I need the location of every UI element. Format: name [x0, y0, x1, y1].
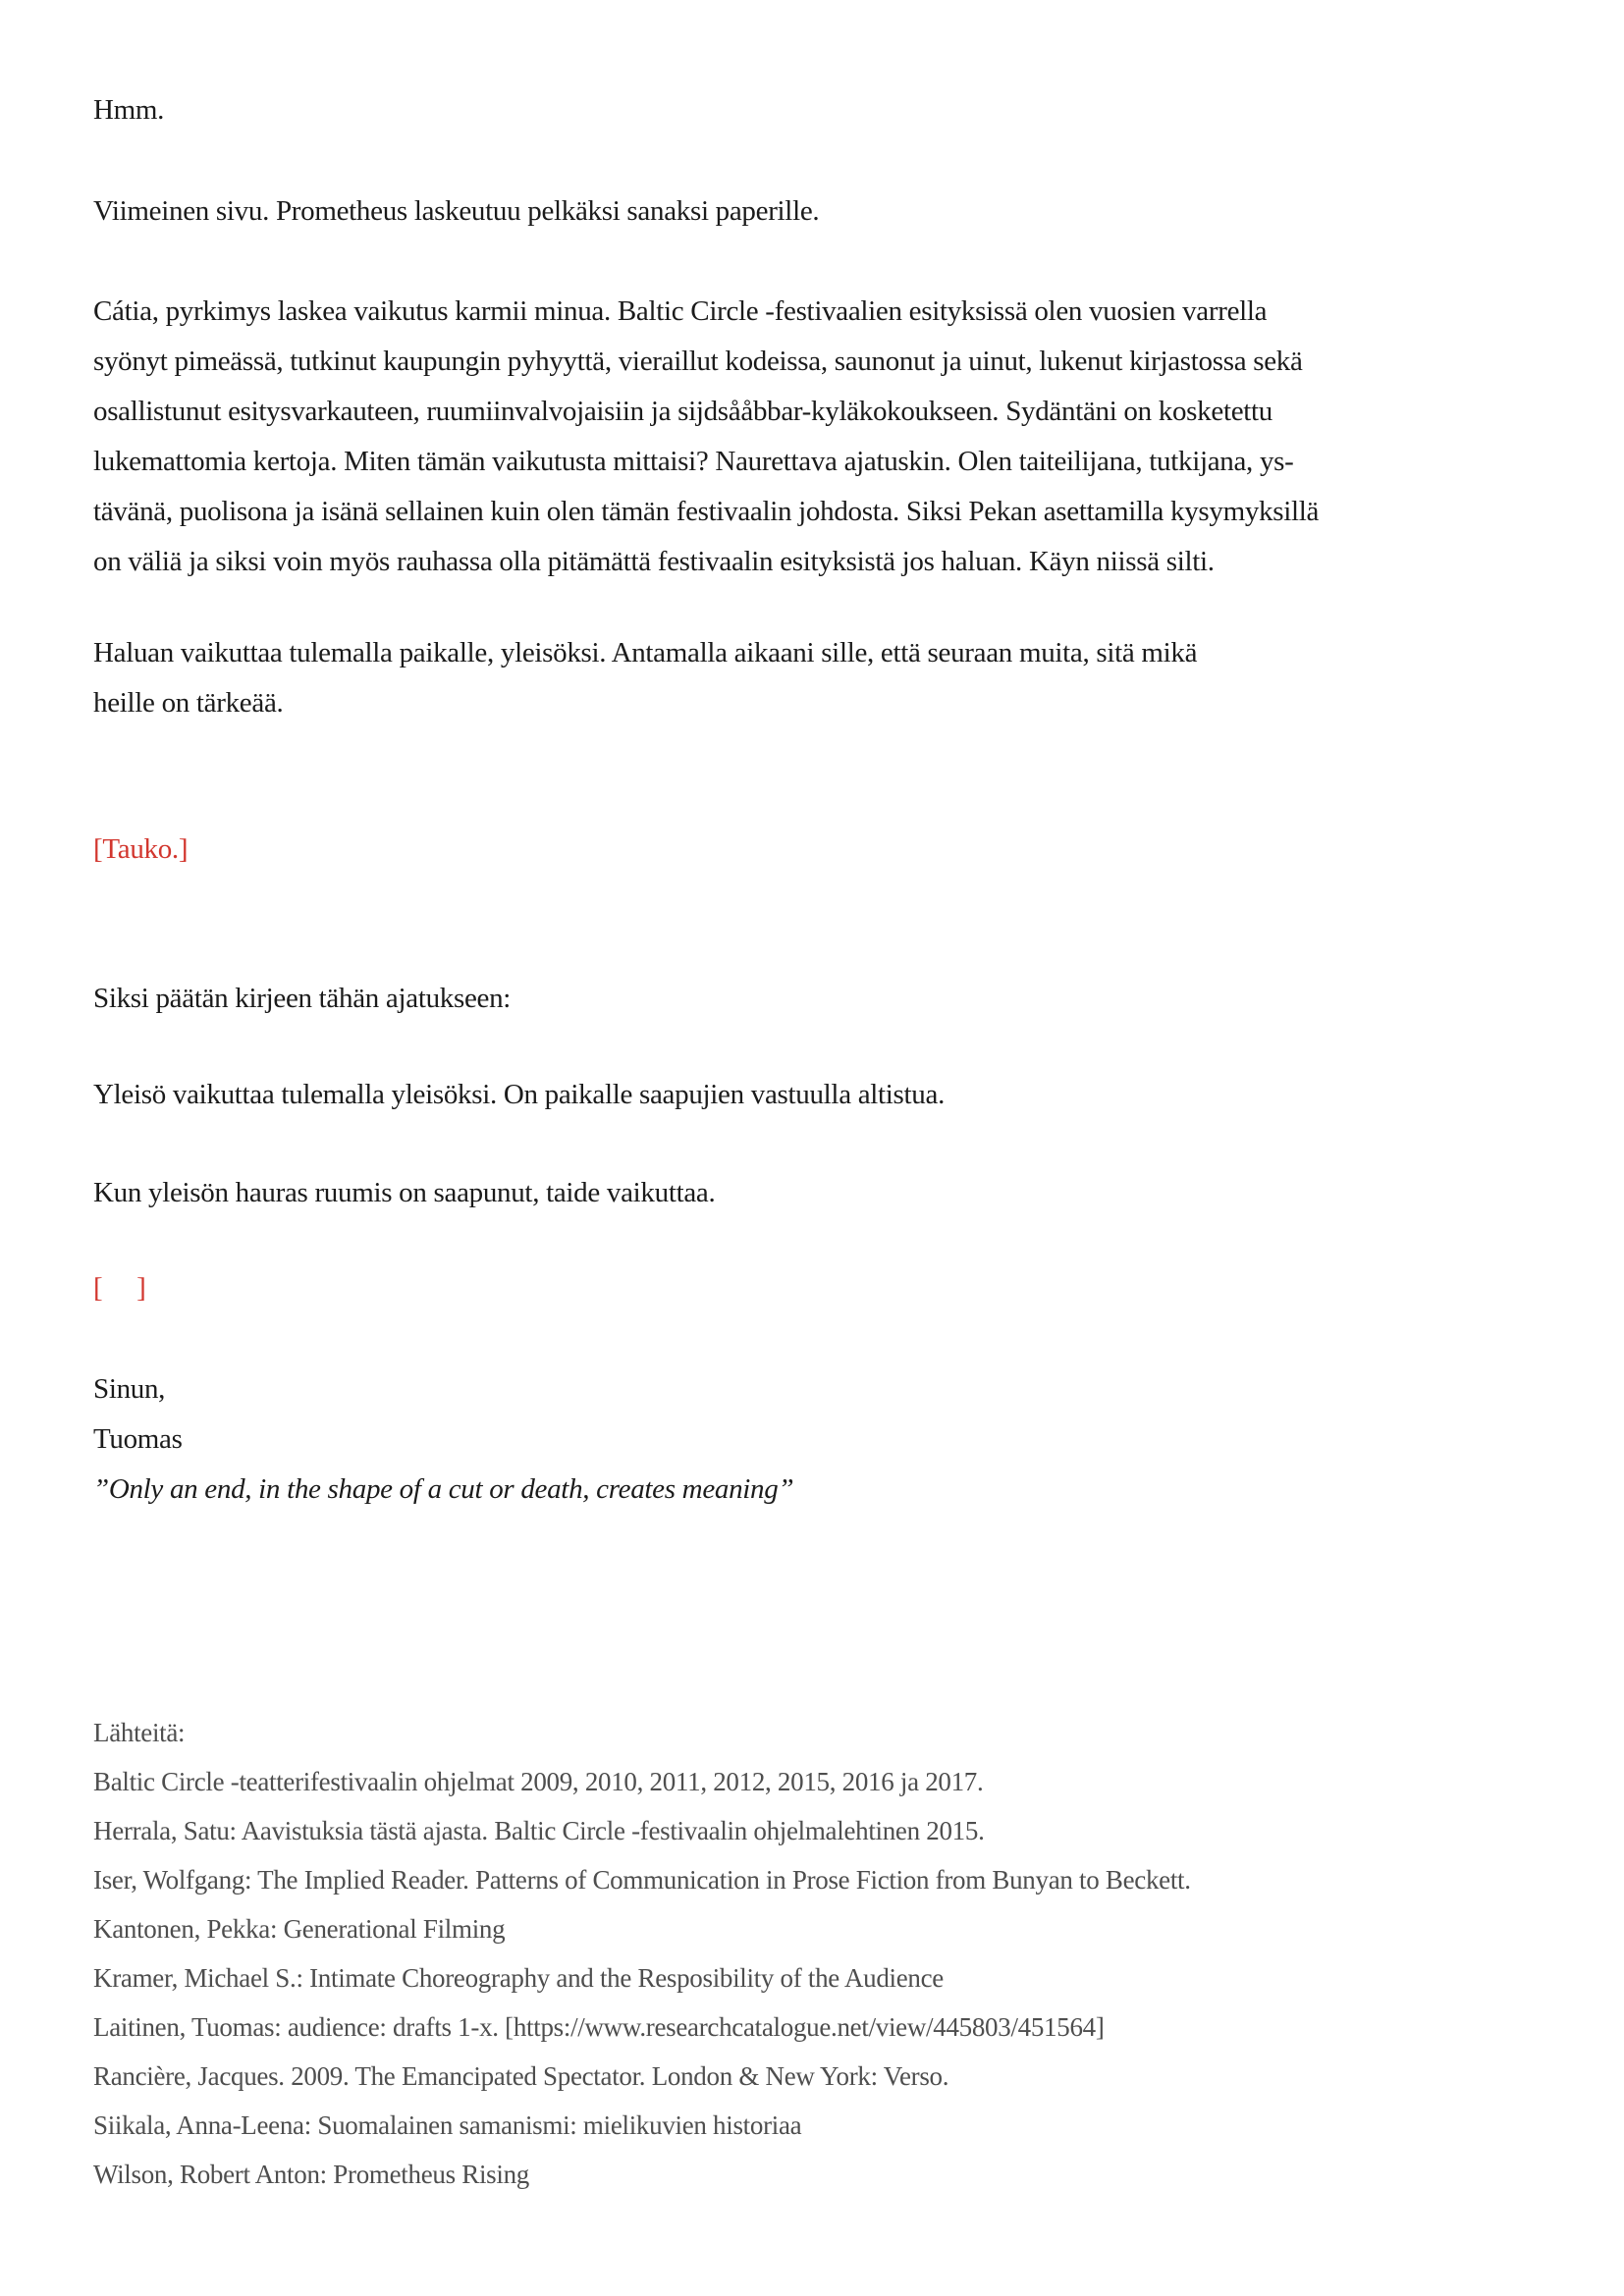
paragraph-line: osallistunut esitysvarkauteen, ruumiinvalvojaisiin ja sijdsååbbar-kyläkokoukseen. Sydäntäni on kosketettu [93, 396, 1272, 427]
empty-brackets-marker: [ ] [93, 1272, 146, 1304]
signoff: Sinun, [93, 1373, 166, 1405]
paragraph-line: tävänä, puolisona ja isänä sellainen kuin olen tämän festivaalin johdosta. Siksi Pekan asettamilla kysymyksillä [93, 496, 1320, 527]
letter-line-viimeinen: Viimeinen sivu. Prometheus laskeutuu pelkäksi sanaksi paperille. [93, 195, 820, 227]
reference-item: Siikala, Anna-Leena: Suomalainen samanismi: mielikuvien historiaa [93, 2110, 802, 2140]
paragraph-line: Haluan vaikuttaa tulemalla paikalle, yleisöksi. Antamalla aikaani sille, että seuraan muita, sitä mikä [93, 637, 1198, 668]
paragraph-line: on väliä ja siksi voin myös rauhassa olla pitämättä festivaalin esityksistä jos haluan. Käyn niissä silti. [93, 546, 1215, 577]
closing-quote: ”Only an end, in the shape of a cut or death, creates meaning” [93, 1473, 794, 1505]
reference-item: Iser, Wolfgang: The Implied Reader. Patterns of Communication in Prose Fiction from Bunyan to Beckett. [93, 1865, 1191, 1895]
paragraph-line: syönyt pimeässä, tutkinut kaupungin pyhyyttä, vieraillut kodeissa, saunonut ja uinut, lukenut kirjastossa sekä [93, 346, 1303, 377]
paragraph-line: Cátia, pyrkimys laskea vaikutus karmii minua. Baltic Circle -festivaalien esityksissä olen vuosien varrella [93, 295, 1268, 327]
letter-paragraph-catia [93, 287, 1319, 587]
letter-signoff-block [93, 1364, 793, 1515]
references-section [93, 1708, 1191, 2199]
reference-item: Kantonen, Pekka: Generational Filming [93, 1914, 506, 1944]
reference-item: Laitinen, Tuomas: audience: drafts 1-x. [https://www.researchcatalogue.net/view/445803/451564] [93, 2012, 1105, 2042]
reference-item: Kramer, Michael S.: Intimate Choreography and the Resposibility of the Audience [93, 1963, 944, 1993]
signature-name: Tuomas [93, 1423, 183, 1455]
reference-item: Wilson, Robert Anton: Prometheus Rising [93, 2160, 529, 2189]
letter-line-siksi: Siksi päätän kirjeen tähän ajatukseen: [93, 983, 512, 1014]
reference-item: Baltic Circle -teatterifestivaalin ohjelmat 2009, 2010, 2011, 2012, 2015, 2016 ja 2017. [93, 1767, 984, 1796]
reference-item: Rancière, Jacques. 2009. The Emancipated Spectator. London & New York: Verso. [93, 2061, 949, 2091]
paragraph-line: lukemattomia kertoja. Miten tämän vaikutusta mittaisi? Naurettava ajatuskin. Olen taiteilijana, tutkijana, ys- [93, 446, 1294, 477]
references-heading: Lähteitä: [93, 1718, 186, 1747]
paragraph-line: heille on tärkeää. [93, 687, 284, 719]
letter-opening: Hmm. [93, 94, 165, 126]
letter-paragraph-haluan [93, 628, 1197, 728]
letter-line-kun: Kun yleisön hauras ruumis on saapunut, taide vaikuttaa. [93, 1177, 716, 1208]
reference-item: Herrala, Satu: Aavistuksia tästä ajasta. Baltic Circle -festivaalin ohjelmalehtinen 2015. [93, 1816, 985, 1845]
pause-marker: [Tauko.] [93, 833, 189, 865]
letter-line-yleiso: Yleisö vaikuttaa tulemalla yleisöksi. On paikalle saapujien vastuulla altistua. [93, 1079, 946, 1110]
